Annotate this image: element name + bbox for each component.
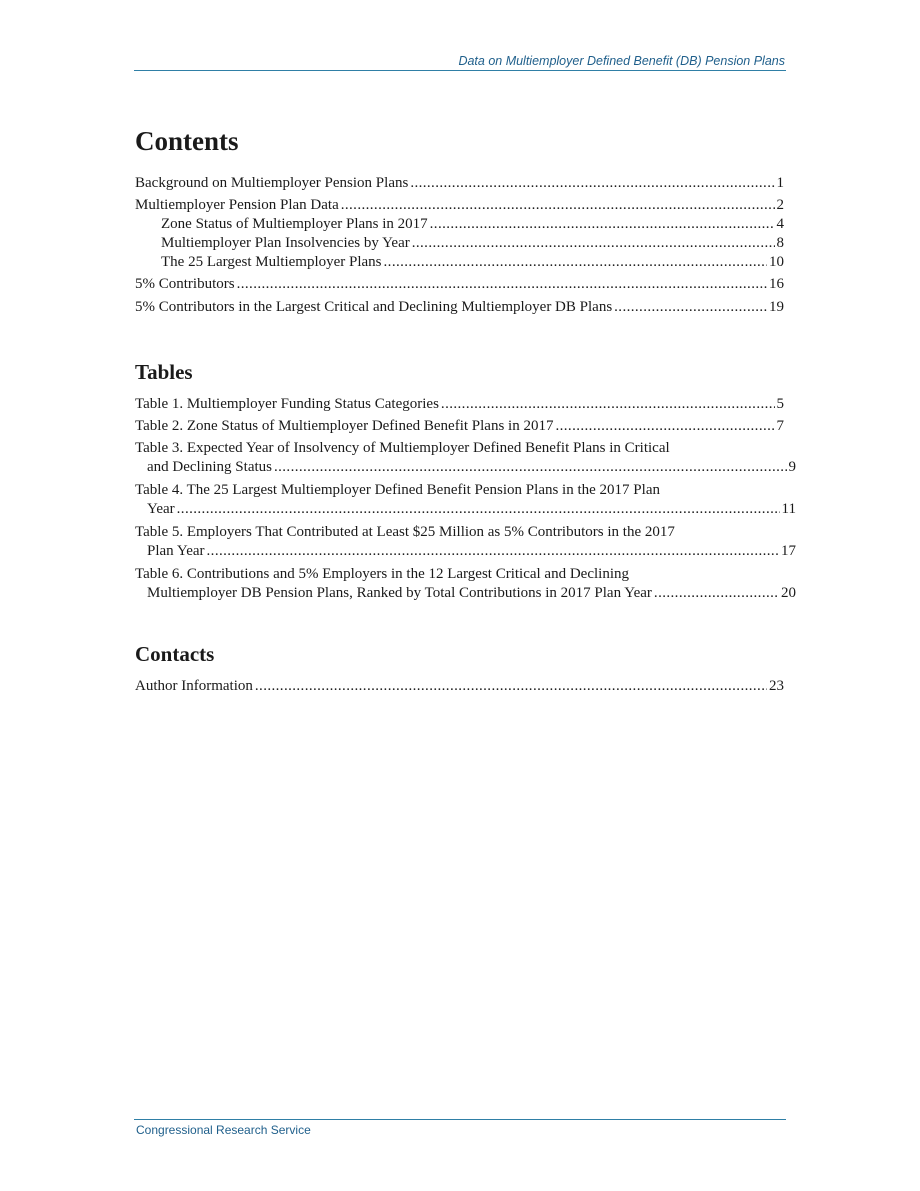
dot-leader <box>255 677 767 696</box>
toc-entry-table-2[interactable] <box>135 417 784 439</box>
page-footer <box>134 1119 786 1137</box>
toc-entry-page: 20 <box>781 585 796 601</box>
toc-entry-title: Author Information <box>135 678 253 694</box>
toc-subentry-zone-status[interactable] <box>135 215 784 234</box>
toc-entry-background[interactable] <box>135 174 784 196</box>
toc-entry-title: Background on Multiemployer Pension Plans <box>135 175 409 191</box>
contacts-list <box>135 677 784 696</box>
dot-leader <box>384 253 767 272</box>
toc-entry-title-continued: Year <box>147 501 175 517</box>
toc-entry-page: 9 <box>788 459 796 475</box>
toc-entry-table-5[interactable] <box>135 523 796 561</box>
dot-leader <box>654 584 779 603</box>
dot-leader <box>274 458 787 477</box>
toc-entry-title: Table 1. Multiemployer Funding Status Categories <box>135 396 439 412</box>
running-header-title: Data on Multiemployer Defined Benefit (DB) Pension Plans <box>458 54 785 68</box>
dot-leader <box>430 215 775 234</box>
toc-entry-title: Zone Status of Multiemployer Plans in 2017 <box>161 216 428 232</box>
toc-entry-title: Multiemployer Plan Insolvencies by Year <box>161 235 410 251</box>
toc-entry-title-continued: and Declining Status <box>147 459 272 475</box>
toc-entry-page: 1 <box>776 175 784 191</box>
toc-entry-page: 4 <box>776 216 784 232</box>
running-header <box>134 54 786 71</box>
toc-entry-title: Table 2. Zone Status of Multiemployer Defined Benefit Plans in 2017 <box>135 418 554 434</box>
toc-entry-page: 17 <box>781 543 796 559</box>
toc-entry-title: Table 3. Expected Year of Insolvency of Multiemployer Defined Benefit Plans in Critical <box>135 440 670 456</box>
dot-leader <box>441 395 775 414</box>
footer-publisher: Congressional Research Service <box>136 1123 311 1137</box>
toc-subentry-insolvencies[interactable] <box>135 234 784 253</box>
toc-entry-page: 2 <box>776 197 784 213</box>
toc-subentry-largest-plans[interactable] <box>135 253 784 275</box>
toc-entry-contributors-critical[interactable] <box>135 298 784 317</box>
contacts-heading: Contacts <box>135 642 215 666</box>
toc-entry-title: Multiemployer Pension Plan Data <box>135 197 339 213</box>
toc-entry-title: The 25 Largest Multiemployer Plans <box>161 254 382 270</box>
toc-entry-plan-data[interactable] <box>135 196 784 215</box>
toc-entry-title: 5% Contributors <box>135 276 235 292</box>
toc-entry-table-1[interactable] <box>135 395 784 417</box>
toc-entry-page: 7 <box>776 418 784 434</box>
toc-entry-author-information[interactable] <box>135 677 784 696</box>
dot-leader <box>410 174 774 193</box>
toc-entry-page: 16 <box>769 276 784 292</box>
toc-entry-page: 19 <box>769 299 784 315</box>
toc-entry-table-3[interactable] <box>135 439 796 477</box>
contents-list <box>135 174 784 317</box>
contents-heading: Contents <box>135 126 239 156</box>
dot-leader <box>555 417 774 436</box>
toc-entry-table-6[interactable] <box>135 565 796 603</box>
dot-leader <box>237 275 767 294</box>
toc-entry-title-continued: Plan Year <box>147 543 205 559</box>
toc-entry-page: 11 <box>781 501 796 517</box>
tables-heading: Tables <box>135 360 193 384</box>
toc-entry-page: 5 <box>776 396 784 412</box>
toc-entry-page: 10 <box>769 254 784 270</box>
toc-entry-title: Table 6. Contributions and 5% Employers in the 12 Largest Critical and Declining <box>135 566 629 582</box>
toc-entry-page: 23 <box>769 678 784 694</box>
tables-list <box>135 395 796 607</box>
toc-entry-title: 5% Contributors in the Largest Critical and Declining Multiemployer DB Plans <box>135 299 613 315</box>
dot-leader <box>207 542 779 561</box>
dot-leader <box>341 196 775 215</box>
toc-entry-title-continued: Multiemployer DB Pension Plans, Ranked by Total Contributions in 2017 Plan Year <box>147 585 652 601</box>
dot-leader <box>412 234 775 253</box>
toc-entry-title: Table 4. The 25 Largest Multiemployer Defined Benefit Pension Plans in the 2017 Plan <box>135 482 660 498</box>
dot-leader <box>177 500 780 519</box>
toc-entry-contributors[interactable] <box>135 275 784 298</box>
dot-leader <box>614 298 767 317</box>
toc-entry-table-4[interactable] <box>135 481 796 519</box>
toc-entry-title: Table 5. Employers That Contributed at Least $25 Million as 5% Contributors in the 2017 <box>135 524 675 540</box>
toc-entry-page: 8 <box>776 235 784 251</box>
